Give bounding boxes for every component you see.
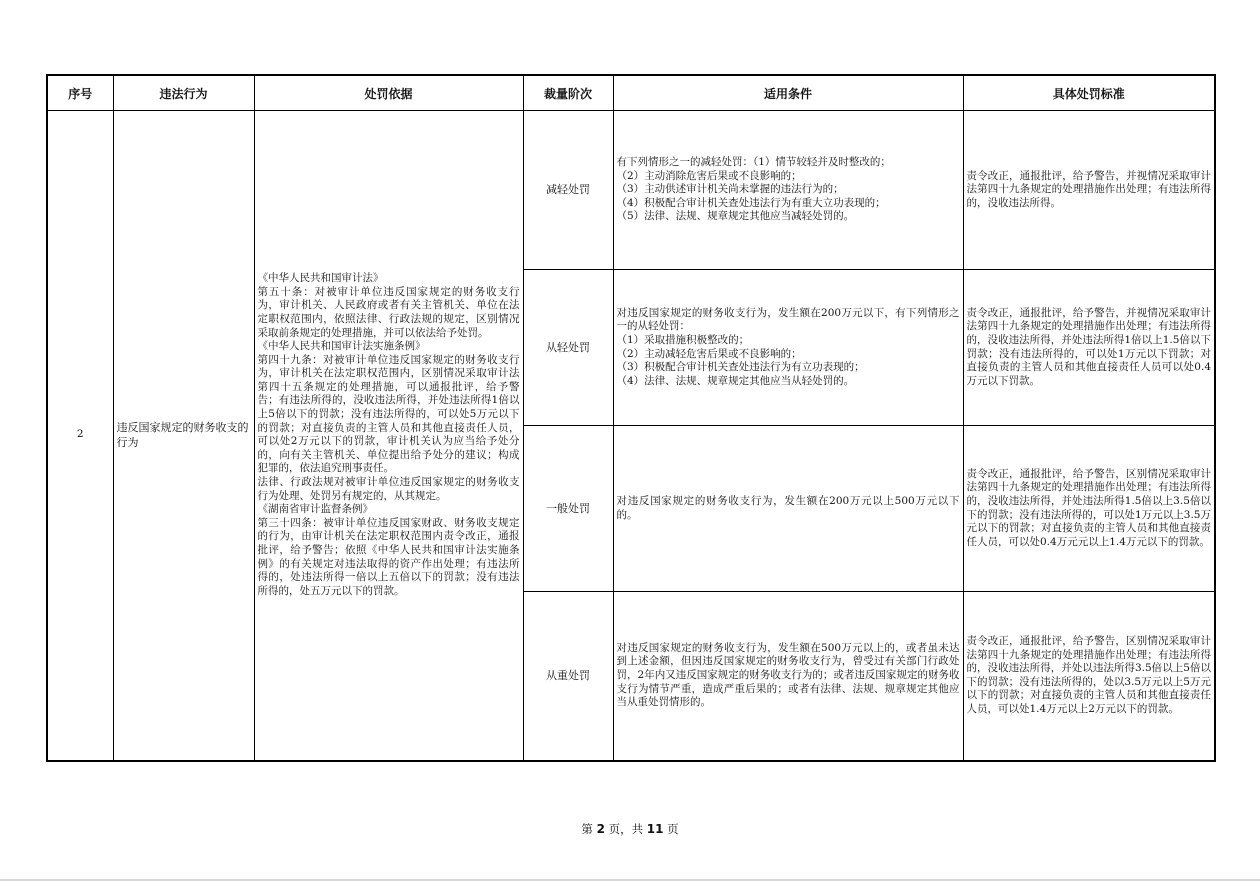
level-mitigated: 减轻处罚 [523, 111, 613, 270]
condition-text: 对违反国家规定的财务收支行为，发生额在200万元以上500万元以下的。 [616, 494, 960, 521]
standard-text: 责令改正，通报批评，给予警告，区别情况采取审计法第四十九条规定的处理措施作出处理；有违法所得的，没收违法所得，并处违法所得1.5倍以上3.5倍以下的罚款；没有违法所得的，可以处1万元以上3.5万元以下的罚款；对直接负责的主管人员和其他直接责任人员，可以处0.4万元元以上1.4万元以下的罚款。 [966, 467, 1211, 548]
header-basis: 处罚依据 [254, 75, 523, 111]
header-standard: 具体处罚标准 [963, 75, 1215, 111]
standard-mitigated [963, 111, 1215, 270]
header-no: 序号 [47, 75, 113, 111]
table-row [47, 111, 1215, 270]
footer-total-pages: 11 [646, 822, 664, 836]
standard-lenient [963, 270, 1215, 426]
condition-text: 对违反国家规定的财务收支行为，发生额在200万元以下，有下列情形之一的从轻处罚： （1）采取措施积极整改的； （2）主动减轻危害后果或不良影响的； （3）积极配合审计机关查处违法行为有立功表现的； （4）法律、法规、规章规定其他应当从轻处罚的。 [616, 306, 960, 387]
condition-severe [613, 592, 963, 761]
level-general: 一般处罚 [523, 426, 613, 592]
penalty-basis-text: 《中华人民共和国审计法》 第五十条：对被审计单位违反国家规定的财务收支行为，审计机关、人民政府或者有关主管机关、单位在法定职权范围内，依照法律、行政法规的规定，区别情况采取前条规定的处理措施，并可以依法给予处罚。 《中华人民共和国审计法实施条例》 第四十九条：对被审计单位违反国家规定的财务收支行为，审计机关在法定职权范围内，区别情况采取审计法第四十五条规定的处理措施，可以通报批评，给予警告；有违法所得的，没收违法所得，并处违法所得1倍以上5倍以下的罚款；没有违法所得的，可以处5万元以下的罚款；对直接负责的主管人员和其他直接责任人员，可以处2万元以下的罚款，审计机关认为应当给予处分的，向有关主管机关、单位提出给予处分的建议；构成犯罪的，依法追究刑事责任。 法律、行政法规对被审计单位违反国家规定的财务收支行为处理、处罚另有规定的，从其规定。 《湖南省审计监督条例》 第三十四条：被审计单位违反国家财政、财务收支规定的行为，由审计机关在法定职权范围内责令改正，通报批评，给予警告；依照《中华人民共和国审计法实施条例》的有关规定对违法取得的资产作出处理；有违法所得的，处违法所得一倍以上五倍以下的罚款；没有违法所得的，处五万元以下的罚款。 [257, 272, 520, 597]
condition-text: 对违反国家规定的财务收支行为，发生额在500万元以上的，或者虽未达到上述金额，但因违反国家规定的财务收支行为，曾受过有关部门行政处罚，2年内又违反国家规定的财务收支行为的；或者违反国家规定的财务收支行为情节严重，造成严重后果的；或者有法律、法规、规章规定其他应当从重处罚情形的。 [616, 641, 960, 709]
footer-suffix: 页 [667, 822, 679, 836]
table-header-row [47, 75, 1215, 111]
condition-lenient [613, 270, 963, 426]
header-condition: 适用条件 [613, 75, 963, 111]
penalty-discretion-table [46, 74, 1216, 762]
header-level: 裁量阶次 [523, 75, 613, 111]
standard-general [963, 426, 1215, 592]
header-act: 违法行为 [113, 75, 254, 111]
condition-text: 有下列情形之一的减轻处罚：（1）情节较轻并及时整改的； （2）主动消除危害后果或不良影响的； （3）主动供述审计机关尚未掌握的违法行为的； （4）积极配合审计机关查处违法行为有重大立功表现的； （5）法律、法规、规章规定其他应当减轻处罚的。 [616, 156, 891, 223]
penalty-basis-cell [254, 111, 523, 761]
penalty-table-container [46, 74, 1214, 762]
level-lenient: 从轻处罚 [523, 270, 613, 426]
standard-text: 责令改正，通报批评，给予警告，并视情况采取审计法第四十九条规定的处理措施作出处理；有违法所得的，没收违法所得，并处违法所得1倍以上1.5倍以下罚款；没有违法所得的，可以处1万元以下罚款；对直接负责的主管人员和其他直接责任人员可以处0.4万元以下罚款。 [966, 306, 1211, 387]
condition-mitigated [613, 111, 963, 270]
entry-number: 2 [47, 111, 113, 761]
standard-severe [963, 592, 1215, 761]
violation-act: 违反国家规定的财务收支的行为 [113, 111, 254, 761]
footer-prefix: 第 [581, 822, 593, 836]
level-severe: 从重处罚 [523, 592, 613, 761]
standard-text: 责令改正，通报批评，给予警告，并视情况采取审计法第四十九条规定的处理措施作出处理；有违法所得的，没收违法所得。 [966, 169, 1211, 209]
page-footer [0, 821, 1260, 837]
standard-text: 责令改正，通报批评，给予警告，区别情况采取审计法第四十九条规定的处理措施作出处理；有违法所得的，没收违法所得，并处以违法所得3.5倍以上5倍以下的罚款；没有违法所得的，处以3.5万元以上5万元以下的罚款；对直接负责的主管人员和其他直接责任人员，可以处1.4万元以上2万元以下的罚款。 [966, 634, 1211, 715]
footer-middle: 页，共 [608, 822, 644, 836]
condition-general [613, 426, 963, 592]
footer-page-number: 2 [596, 822, 605, 836]
